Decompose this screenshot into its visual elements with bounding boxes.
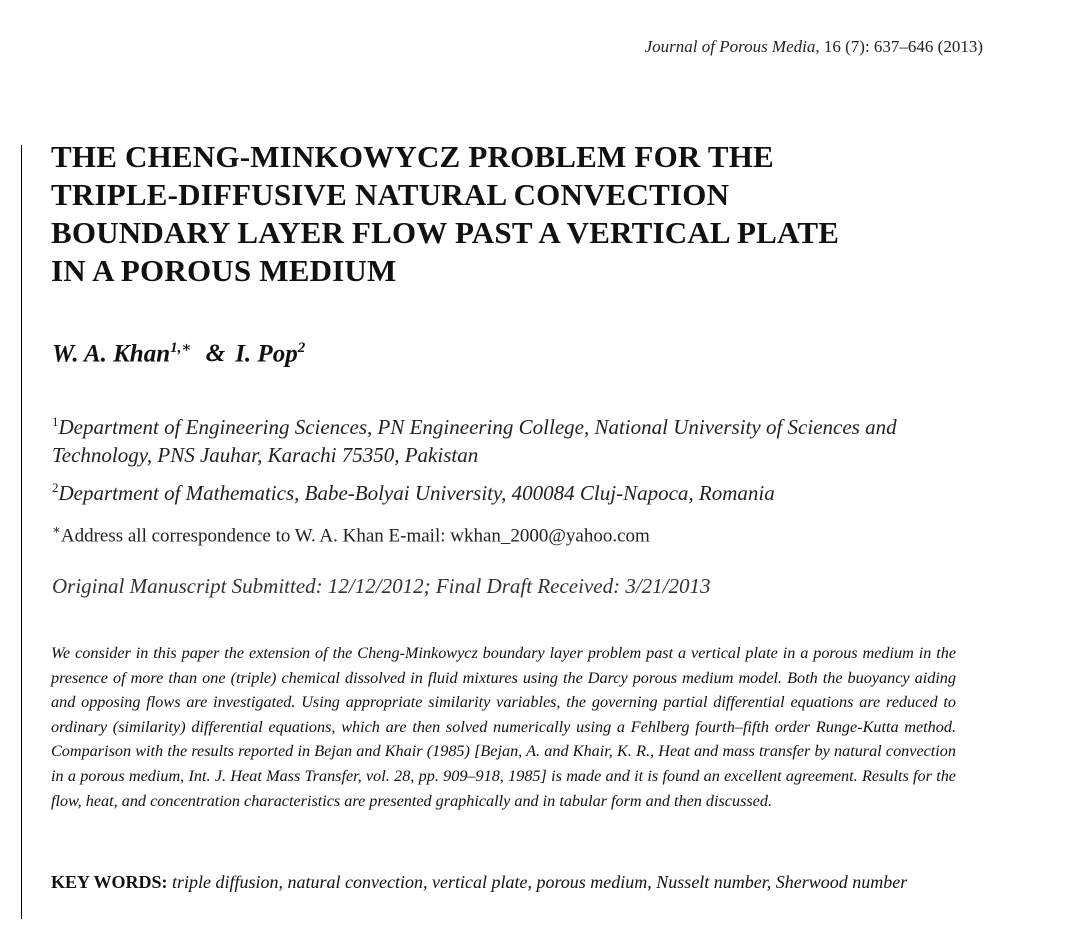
affiliation	[52, 474, 972, 507]
paper-title	[51, 138, 1051, 290]
keywords-label: KEY WORDS:	[51, 872, 168, 892]
journal-volume-pages: , 16 (7): 637–646 (2013)	[815, 37, 983, 56]
keywords	[51, 871, 956, 894]
affiliation-text: Department of Mathematics, Babe-Bolyai University, 400084 Cluj-Napoca, Romania	[58, 481, 775, 505]
author-name: W. A. Khan	[52, 340, 171, 368]
author-name: I. Pop	[235, 340, 298, 368]
author-affiliation-marker: 2	[297, 340, 306, 356]
author-affiliation-marker: 1,∗	[170, 340, 192, 356]
affiliation	[52, 408, 972, 469]
title-line: BOUNDARY LAYER FLOW PAST A VERTICAL PLATE	[51, 215, 840, 250]
title-line: IN A POROUS MEDIUM	[51, 253, 397, 288]
title-line: TRIPLE-DIFFUSIVE NATURAL CONVECTION	[51, 177, 730, 212]
manuscript-dates: Original Manuscript Submitted: 12/12/2012; Final Draft Received: 3/21/2013	[52, 574, 711, 598]
margin-rule	[21, 145, 22, 919]
keywords-text: triple diffusion, natural convection, vertical plate, porous medium, Nusselt number, Sherwood number	[172, 872, 908, 892]
affiliation-marker: 2	[52, 480, 59, 495]
journal-name: Journal of Porous Media	[644, 37, 816, 56]
correspondence-marker: ∗	[52, 522, 61, 537]
correspondence-note	[52, 522, 650, 547]
title-line: THE CHENG-MINKOWYCZ PROBLEM FOR THE	[51, 139, 774, 174]
journal-citation	[645, 37, 983, 57]
affiliation-text: Department of Engineering Sciences, PN Engineering College, National University of Sciences and Technology, PNS Jauhar, Karachi 75350, Pakistan	[52, 415, 897, 467]
author-separator: &	[205, 340, 226, 368]
abstract: We consider in this paper the extension of the Cheng-Minkowycz boundary layer problem past a vertical plate in a porous medium in the presence of more than one (triple) chemical dissolved in fluid mixtures using the Darcy porous medium model. Both the buoyancy aiding and opposing flows are investigated. Using appropriate similarity variables, the governing partial differential equations are reduced to ordinary (similarity) differential equations, which are then solved numerically using a Fehlberg fourth–fifth order Runge-Kutta method. Comparison with the results reported in Bejan and Khair (1985) [Bejan, A. and Khair, K. R., Heat and mass transfer by natural convection in a porous medium, Int. J. Heat Mass Transfer, vol. 28, pp. 909–918, 1985] is made and it is found an excellent agreement. Results for the flow, heat, and concentration characteristics are presented graphically and in tabular form and then discussed.	[51, 644, 956, 810]
affiliation-marker: 1	[52, 414, 59, 429]
correspondence-text: Address all correspondence to W. A. Khan E-mail: wkhan_2000@yahoo.com	[60, 525, 650, 547]
author-list	[52, 338, 305, 368]
